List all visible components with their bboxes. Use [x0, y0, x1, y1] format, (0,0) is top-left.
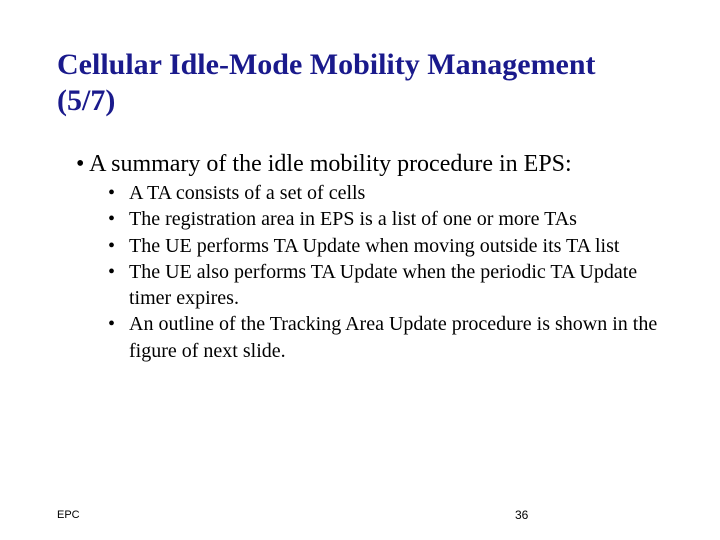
bullet-icon: •	[76, 151, 85, 177]
page-number: 36	[515, 508, 529, 522]
sub-bullet-item	[108, 180, 668, 206]
sub-bullet-item	[108, 206, 668, 232]
sub-bullet-list	[108, 180, 668, 364]
bullet-icon: •	[108, 260, 116, 283]
sub-bullet-text: The UE performs TA Update when moving outside its TA list	[129, 234, 620, 257]
bullet-icon: •	[108, 208, 116, 231]
sub-bullet-item	[108, 311, 668, 364]
sub-bullet-item	[108, 259, 668, 312]
footer-label: EPC	[57, 509, 80, 521]
main-bullet-text: A summary of the idle mobility procedure in EPS:	[89, 151, 572, 177]
bullet-icon: •	[108, 313, 116, 336]
slide-title	[57, 47, 677, 119]
sub-bullet-text: The registration area in EPS is a list of one or more TAs	[129, 208, 577, 231]
title-line-1: Cellular Idle-Mode Mobility Management	[57, 48, 596, 81]
sub-bullet-text: The UE also performs TA Update when the periodic TA Update timer expires.	[129, 260, 638, 310]
title-line-2: (5/7)	[57, 84, 116, 117]
sub-bullet-text: An outline of the Tracking Area Update procedure is shown in the figure of next slide.	[129, 313, 658, 362]
sub-bullet-text: A TA consists of a set of cells	[129, 182, 366, 204]
sub-bullet-item	[108, 233, 668, 259]
bullet-icon: •	[108, 182, 116, 204]
main-bullet	[76, 149, 706, 179]
bullet-icon: •	[108, 234, 116, 257]
